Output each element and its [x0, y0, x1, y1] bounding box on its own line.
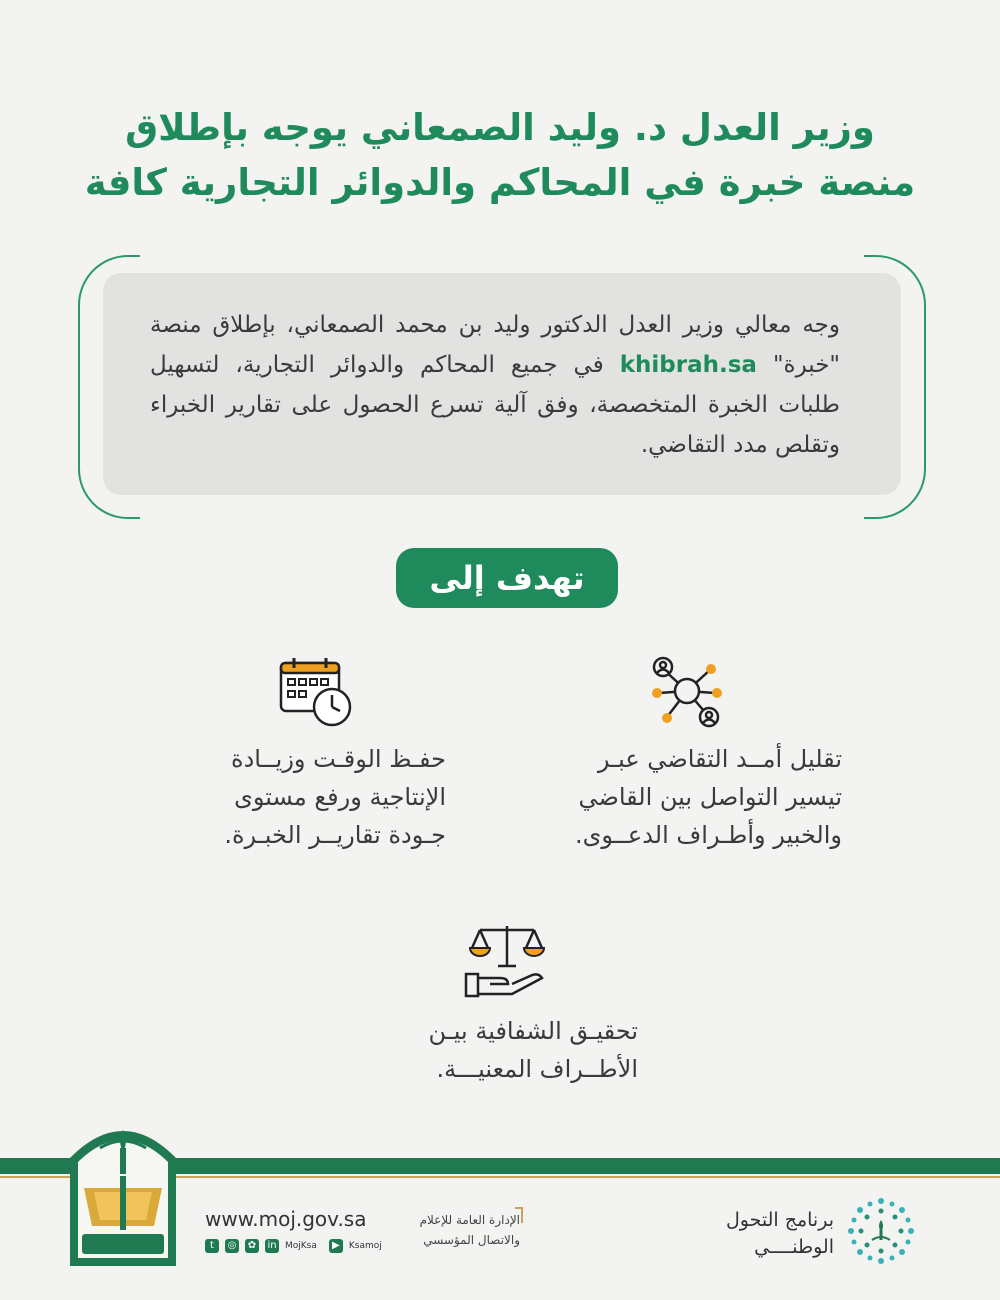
platform-site-link[interactable]: khibrah.sa	[619, 352, 757, 378]
goal-3-line-1: تحقيـق الشفافية بيـن	[428, 1017, 638, 1045]
dept-line-1: الإدارة العامة للإعلام	[419, 1213, 520, 1227]
justice-scale-hand-icon	[462, 922, 552, 1002]
goal-1-line-1: تقليل أمــد التقاضي عبـر	[597, 745, 842, 773]
goal-2-line-1: حفـظ الوقـت وزيــادة	[231, 745, 446, 773]
ntp-line-2: الوطنــــي	[754, 1236, 834, 1258]
ntp-program-name	[720, 1207, 834, 1261]
dept-line-2: والاتصال المؤسسي	[423, 1233, 520, 1247]
ministry-of-justice-logo	[62, 1118, 184, 1266]
media-department-name	[392, 1210, 520, 1250]
intro-paragraph	[150, 305, 840, 465]
network-people-icon	[645, 655, 725, 730]
national-transformation-program-logo	[846, 1196, 916, 1266]
social-links	[205, 1238, 388, 1254]
intro-text-part-1: وجه معالي وزير العدل الدكتور وليد بن محمد الصمعاني، بإطلاق منصة "خبرة"	[150, 312, 840, 378]
goal-3-text	[360, 1012, 638, 1088]
social-handle-1: MojKsa	[285, 1241, 317, 1251]
goal-2-line-3: جـودة تقاريــر الخبـرة.	[224, 821, 446, 849]
headline-line-2: منصة خبرة في المحاكم والدوائر التجارية كافة	[84, 161, 916, 204]
goal-2-line-2: الإنتاجية ورفع مستوى	[234, 783, 446, 811]
ntp-line-1: برنامج التحول	[725, 1209, 834, 1231]
youtube-icon[interactable]: ▶	[329, 1239, 343, 1253]
headline	[60, 100, 940, 210]
instagram-icon[interactable]: ◎	[225, 1239, 239, 1253]
calendar-clock-icon	[278, 655, 358, 730]
snapchat-icon[interactable]: ✿	[245, 1239, 259, 1253]
website-url[interactable]: www.moj.gov.sa	[205, 1207, 367, 1231]
intro-text-part-2: في جميع المحاكم والدوائر التجارية، لتسهيل طلبات الخبرة المتخصصة، وفق آلية تسرع الحصول على تقارير الخبراء وتقلص مدد التقاضي.	[150, 352, 840, 458]
goal-3-line-2: الأطــراف المعنيـــة.	[436, 1055, 638, 1083]
linkedin-icon[interactable]: in	[265, 1239, 279, 1253]
goals-heading-pill: تهدف إلى	[396, 548, 618, 608]
headline-line-1: وزير العدل د. وليد الصمعاني يوجه بإطلاق	[125, 106, 875, 149]
social-handle-2: Ksamoj	[348, 1241, 382, 1251]
goal-1-text	[490, 740, 842, 854]
goal-1-line-2: تيسير التواصل بين القاضي	[578, 783, 842, 811]
twitter-icon[interactable]: t	[205, 1239, 219, 1253]
goal-1-line-3: والخبير وأطـراف الدعــوى.	[575, 821, 842, 849]
goal-2-text	[150, 740, 446, 854]
